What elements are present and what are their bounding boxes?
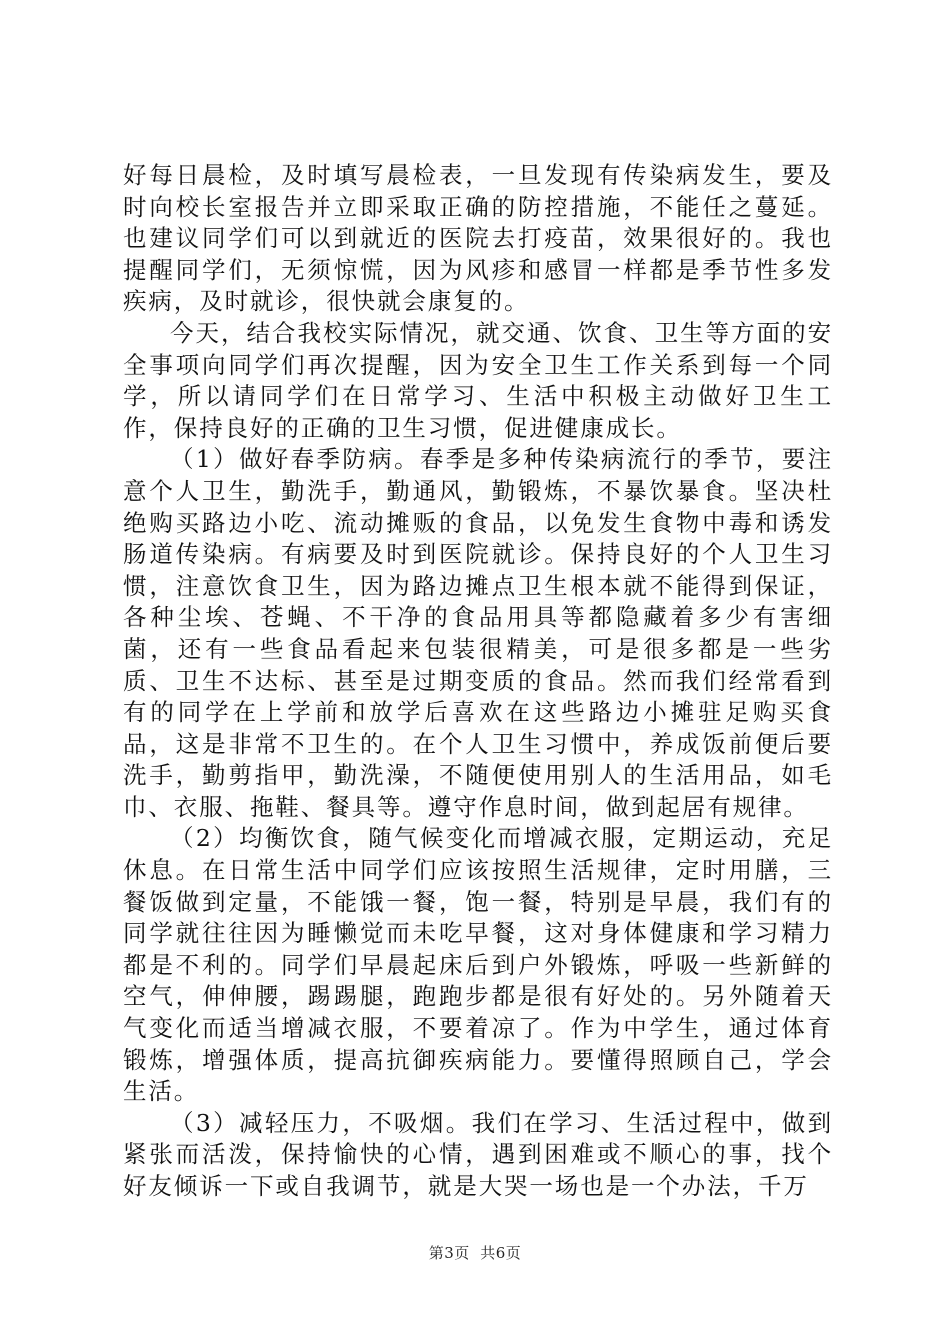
body-text [123, 160, 833, 1203]
page-number-footer: 第3页 共6页 [428, 1244, 522, 1262]
paragraph-continuation: 好每日晨检，及时填写晨检表，一旦发现有传染病发生，要及时向校长室报告并立即采取正确的防控措施，不能任之蔓延。也建议同学们可以到就近的医院去打疫苗，效果很好的。我也提醒同学们，无须惊慌，因为风疹和感冒一样都是季节性多发疾病，及时就诊，很快就会康复的。 [123, 161, 833, 316]
paragraph-item-2-balanced-diet: （2）均衡饮食，随气候变化而增减衣服，定期运动，充足休息。在日常生活中同学们应该按照生活规律，定时用膳，三餐饭做到定量，不能饿一餐，饱一餐，特别是早晨，我们有的同学就往往因为睡懒觉而未吃早餐，这对身体健康和学习精力都是不利的。同学们早晨起床后到户外锻炼，呼吸一些新鲜的空气，伸伸腰，踢踢腿，跑跑步都是很有好处的。另外随着天气变化而适当增减衣服，不要着凉了。作为中学生，通过体育锻炼，增强体质，提高抗御疾病能力。要懂得照顾自己，学会生活。 [123, 824, 833, 1106]
paragraph-safety-reminder: 今天，结合我校实际情况，就交通、饮食、卫生等方面的安全事项向同学们再次提醒，因为安全卫生工作关系到每一个同学，所以请同学们在日常学习、生活中积极主动做好卫生工作，保持良好的正确的卫生习惯，促进健康成长。 [123, 318, 833, 442]
paragraph-item-1-spring-disease-prevention: （1）做好春季防病。春季是多种传染病流行的季节，要注意个人卫生，勤洗手，勤通风，勤锻炼，不暴饮暴食。坚决杜绝购买路边小吃、流动摊贩的食品，以免发生食物中毒和诱发肠道传染病。有病要及时到医院就诊。保持良好的个人卫生习惯，注意饮食卫生，因为路边摊点卫生根本就不能得到保证，各种尘埃、苍蝇、不干净的食品用具等都隐藏着多少有害细菌，还有一些食品看起来包装很精美，可是很多都是一些劣质、卫生不达标、甚至是过期变质的食品。然而我们经常看到有的同学在上学前和放学后喜欢在这些路边小摊驻足购买食品，这是非常不卫生的。在个人卫生习惯中，养成饭前便后要洗手，勤剪指甲，勤洗澡，不随便使用别人的生活用品，如毛巾、衣服、拖鞋、餐具等。遵守作息时间，做到起居有规律。 [123, 445, 833, 821]
paragraph-item-3-reduce-stress: （3）减轻压力，不吸烟。我们在学习、生活过程中，做到紧张而活泼，保持愉快的心情，遇到困难或不顺心的事，找个好友倾诉一下或自我调节，就是大哭一场也是一个办法，千万 [123, 1108, 833, 1200]
